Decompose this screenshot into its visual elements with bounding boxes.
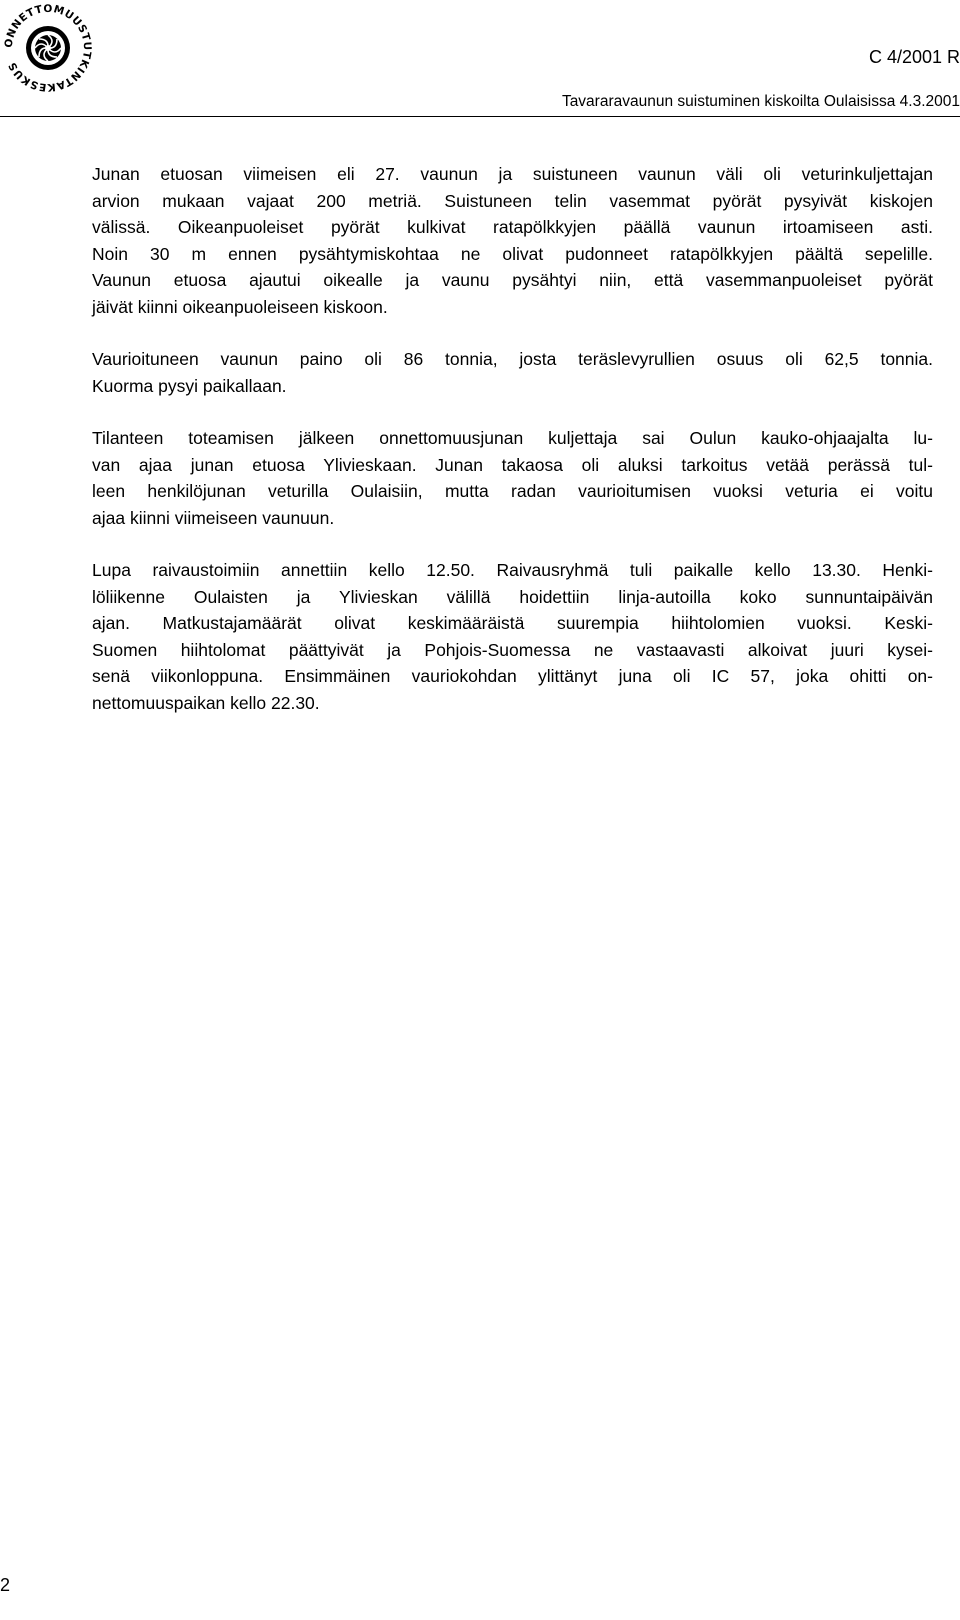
text-line: Vaunun etuosa ajautui oikealle ja vaunu pysähtyi niin, että vasemmanpuoleiset pyörät [92, 270, 933, 290]
page-number: 2 [0, 1575, 11, 1595]
paragraph-3 [92, 425, 933, 531]
text-line: Noin 30 m ennen pysähtymiskohtaa ne olivat pudonneet ratapölkkyjen päältä sepelille. [92, 243, 933, 264]
svg-text:ONNETTOMUUSTUTKINTAKESKUS: ONNETTOMUUSTUTKINTAKESKUS [2, 2, 94, 94]
paragraph-2 [92, 346, 933, 399]
text-line: ajaa kiinni viimeiseen vaunuun. [92, 507, 335, 528]
text-line: löliikenne Oulaisten ja Ylivieskan välillä hoidettiin linja-autoilla koko sunnuntaipäivän [92, 586, 933, 607]
running-title: Tavararavaunun suistuminen kiskoilta Oulaisissa 4.3.2001 [561, 93, 960, 110]
text-line: nettomuuspaikan kello 22.30. [92, 692, 320, 713]
paragraph-4 [92, 557, 933, 716]
logo-swirl-icon [26, 26, 70, 70]
agency-logo-seal [0, 0, 96, 96]
text-line: Lupa raivaustoimiin annettiin kello 12.50. Raivausryhmä tuli paikalle kello 13.30. Henki- [92, 560, 933, 580]
text-line: ajan. Matkustajamäärät olivat keskimääräistä suurempia hiihtolomien vuoksi. Keski- [92, 613, 933, 633]
header-divider [0, 116, 960, 117]
text-line: jäivät kiinni oikeanpuoleiseen kiskoon. [92, 296, 388, 317]
text-line: senä viikonloppuna. Ensimmäinen vauriokohdan ylittänyt juna oli IC 57, joka ohitti on- [92, 666, 933, 686]
document-code: C 4/2001 R [868, 47, 960, 67]
text-line: leen henkilöjunan veturilla Oulaisiin, mutta radan vaurioitumisen vuoksi veturia ei voitu [92, 481, 933, 501]
text-line: van ajaa junan etuosa Ylivieskaan. Junan takaosa oli aluksi tarkoitus vetää perässä tul- [92, 454, 933, 475]
text-line: Suomen hiihtolomat päättyivät ja Pohjois-Suomessa ne vastaavasti alkoivat juuri kysei- [92, 639, 933, 660]
body-text [92, 161, 933, 742]
text-line: Kuorma pysyi paikallaan. [92, 375, 287, 396]
text-line: Tilanteen toteamisen jälkeen onnettomuusjunan kuljettaja sai Oulun kauko-ohjaajalta lu- [92, 428, 933, 448]
text-line: Junan etuosan viimeisen eli 27. vaunun ja suistuneen vaunun väli oli veturinkuljettajan [92, 164, 933, 184]
text-line: välissä. Oikeanpuoleiset pyörät kulkivat ratapölkkyjen päällä vaunun irtoamiseen asti. [92, 217, 933, 237]
text-line: arvion mukaan vajaat 200 metriä. Suistuneen telin vasemmat pyörät pysyivät kiskojen [92, 190, 933, 211]
paragraph-1 [92, 161, 933, 320]
text-line: Vaurioituneen vaunun paino oli 86 tonnia, josta teräslevyrullien osuus oli 62,5 tonnia. [92, 349, 933, 369]
